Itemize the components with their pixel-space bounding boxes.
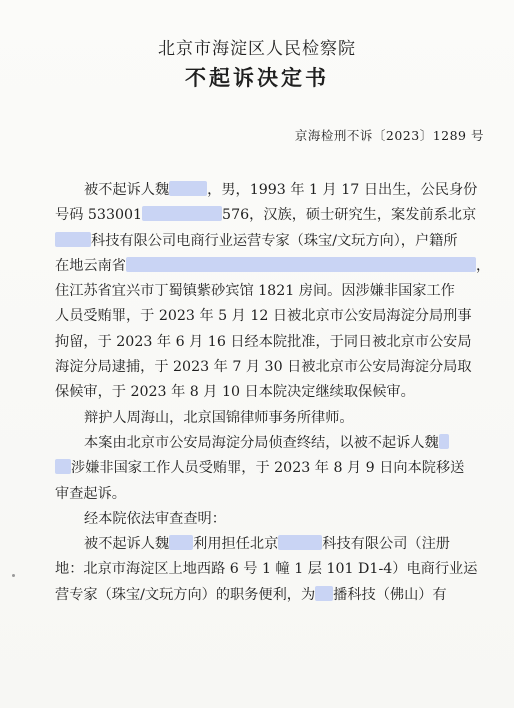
redaction-mark	[55, 232, 91, 247]
text-line: 保候审，于 2023 年 8 月 10 日本院决定继续取保候审。	[55, 384, 415, 401]
redaction-mark	[169, 181, 207, 196]
text-line: 被不起诉人魏 利用担任北京 科技有限公司（注册	[84, 536, 450, 553]
text-line: 涉嫌非国家工作人员受贿罪，于 2023 年 8 月 9 日向本院移送	[55, 456, 487, 481]
text-line: 人员受贿罪，于 2023 年 5 月 12 日被北京市公安局海淀分局刑事	[55, 308, 472, 325]
text-line: 本案由北京市公安局海淀分局侦查终结，以被不起诉人魏	[55, 431, 487, 456]
text-line: 审查起诉。	[55, 485, 126, 502]
redaction-mark	[55, 459, 71, 474]
text-line: 地：北京市海淀区上地西路 6 号 1 幢 1 层 101 D1-4）电商行业运	[55, 561, 478, 578]
redaction-mark	[439, 434, 449, 449]
issuing-organization: 北京市海淀区人民检察院	[158, 39, 356, 59]
paragraph-review-intro	[55, 507, 487, 532]
document-body	[55, 178, 491, 608]
redaction-mark	[142, 206, 222, 221]
document-title: 不起诉决定书	[185, 65, 329, 90]
text-line: 营专家（珠宝/文玩方向）的职务便利，为 播科技（佛山）有	[55, 586, 447, 603]
text-line: 被不起诉人魏 ，男，1993 年 1 月 17 日出生，公民身份	[84, 182, 478, 198]
redaction-mark	[169, 535, 193, 550]
text-line: 科技有限公司电商行业运营专家（珠宝/文玩方向），户籍所	[55, 229, 487, 254]
document-number: 京海检刑不诉〔2023〕1289 号	[294, 128, 484, 143]
paragraph-defendant-info	[55, 178, 491, 406]
redaction-mark	[126, 257, 476, 272]
text-line: 拘留，于 2023 年 6 月 16 日经本院批准，于同日被北京市公安局	[55, 333, 472, 350]
text-line: 海淀分局逮捕，于 2023 年 7 月 30 日被北京市公安局海淀分局取	[55, 359, 472, 376]
text-line: 辩护人周海山，北京国锦律师事务所律师。	[84, 409, 354, 426]
scan-speck	[12, 574, 15, 577]
text-line: 在地云南省 ，	[55, 257, 491, 274]
paragraph-defender	[55, 406, 487, 431]
redaction-mark	[278, 535, 322, 550]
text-line: 号码 533001 576，汉族，硕士研究生，案发前系北京	[55, 207, 477, 224]
paragraph-facts	[55, 532, 487, 608]
text-line: 住江苏省宜兴市丁蜀镇紫砂宾馆 1821 房间。因涉嫌非国家工作	[55, 283, 455, 300]
paragraph-case-transfer	[55, 431, 487, 507]
redaction-mark	[315, 586, 333, 601]
text-line: 经本院依法审查查明：	[84, 510, 226, 527]
